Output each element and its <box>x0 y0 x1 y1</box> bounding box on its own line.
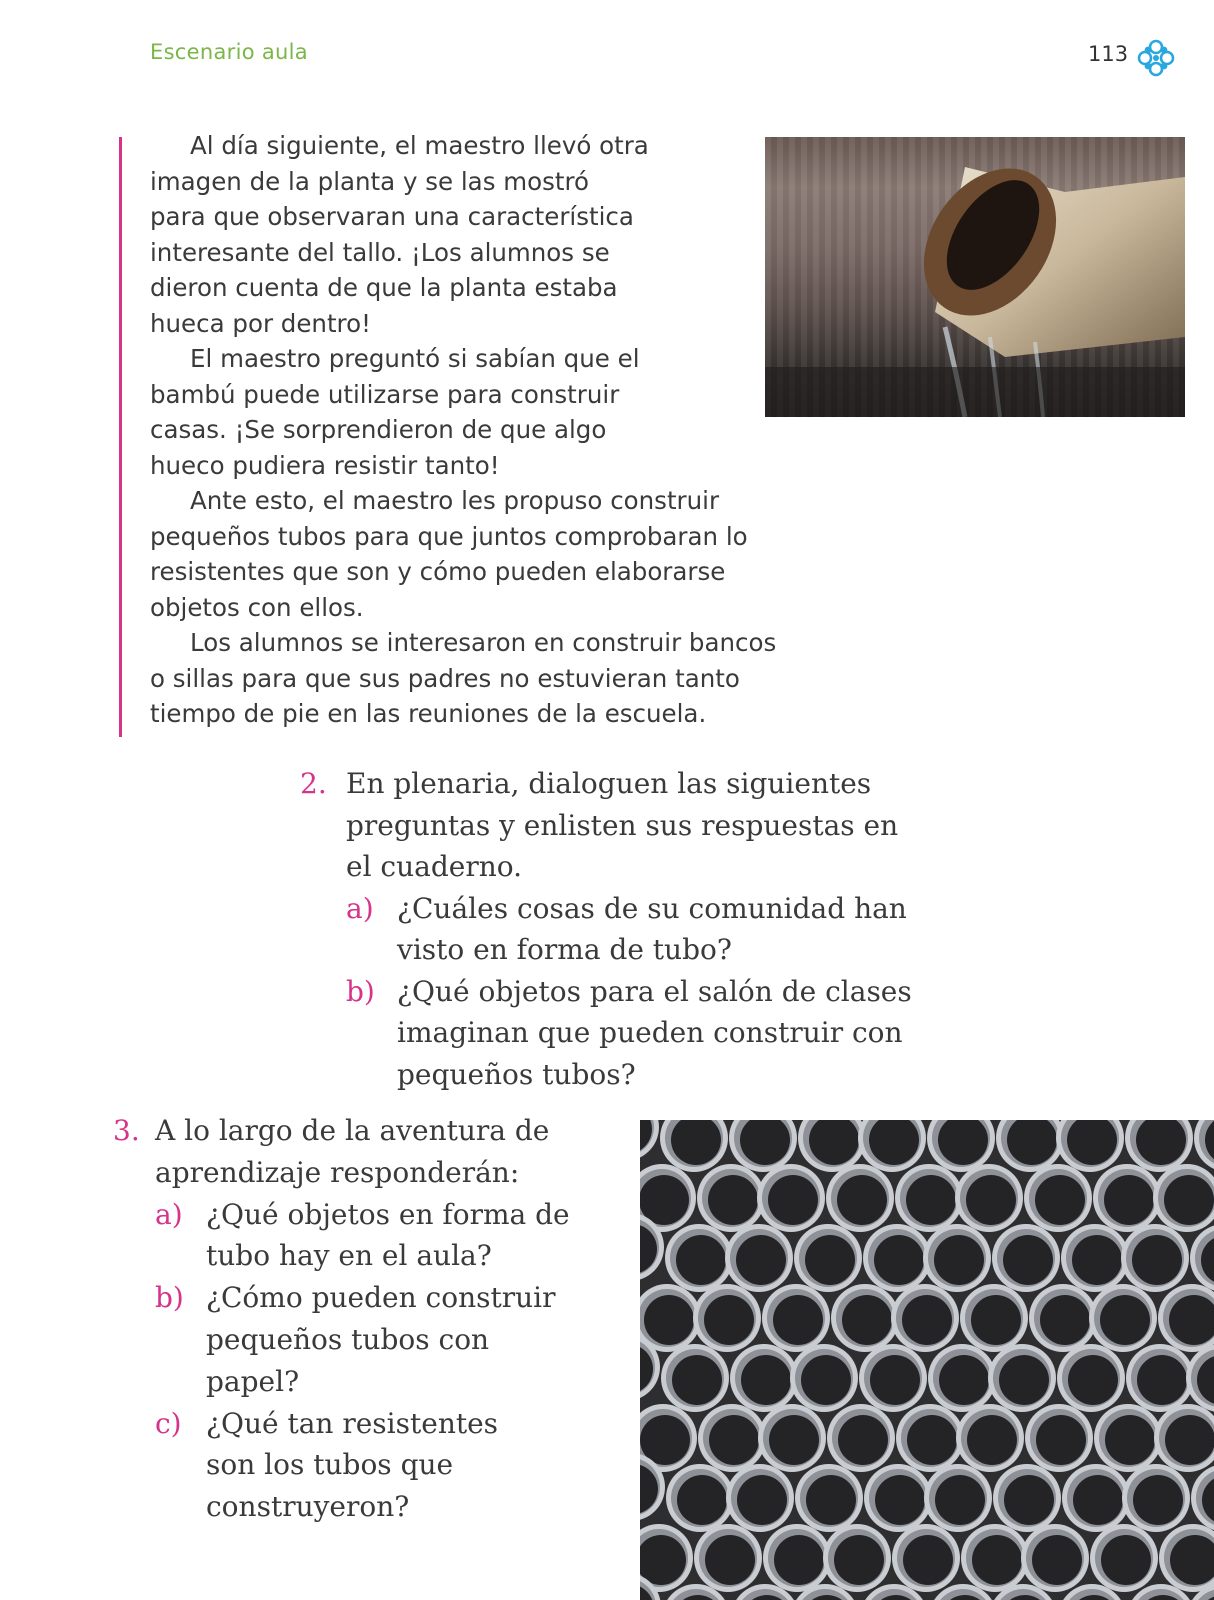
subquestion-letter: a) <box>155 1197 183 1231</box>
subquestion-text <box>397 888 960 971</box>
text-line: preguntas y enlisten sus respuestas en <box>346 808 899 842</box>
narrative-line: Ante esto, el maestro les propuso construir <box>190 486 720 515</box>
narrative-line: tiempo de pie en las reuniones de la escuela. <box>150 699 707 728</box>
question-3 <box>113 1110 633 1528</box>
narrative-line: o sillas para que sus padres no estuvieran tanto <box>150 663 740 693</box>
subquestion-text <box>206 1277 633 1402</box>
narrative-line: para que observaran una característica <box>150 202 634 231</box>
text-line: tubo hay en el aula? <box>206 1239 492 1273</box>
subquestion-letter: b) <box>346 974 375 1008</box>
text-line: A lo largo de la aventura de <box>155 1114 550 1147</box>
narrative-text <box>150 128 870 732</box>
text-line: ¿Qué objetos en forma de <box>206 1197 570 1231</box>
subquestion-item <box>155 1403 633 1528</box>
text-line: visto en forma de tubo? <box>397 933 732 966</box>
subquestion-letter: b) <box>155 1281 184 1315</box>
subquestion-letter: c) <box>155 1406 182 1440</box>
subquestion-text <box>206 1403 633 1528</box>
text-line: ¿Cuáles cosas de su comunidad han <box>397 891 907 925</box>
narrative-line: Al día siguiente, el maestro llevó otra <box>190 131 649 160</box>
text-line: son los tubos que <box>206 1448 454 1482</box>
narrative-rule <box>119 137 122 737</box>
narrative-line: hueca por dentro! <box>150 308 371 338</box>
subquestion-letter: a) <box>346 891 374 925</box>
metal-tubes-stack-photo <box>640 1120 1214 1600</box>
narrative-line: pequeños tubos para que juntos comprobaran lo <box>150 521 748 551</box>
text-line: ¿Cómo pueden construir <box>206 1281 556 1315</box>
text-line: ¿Qué tan resistentes <box>206 1406 499 1440</box>
text-line: imaginan que pueden construir con <box>397 1016 903 1049</box>
narrative-line: El maestro preguntó si sabían que el <box>190 344 640 373</box>
bamboo-spout-photo <box>765 137 1185 417</box>
narrative-line: imagen de la planta y se las mostró <box>150 166 589 196</box>
subquestion-item <box>155 1277 633 1402</box>
text-line: aprendizaje responderán: <box>155 1155 520 1189</box>
question-2-text <box>346 763 960 888</box>
text-line: construyeron? <box>206 1490 410 1524</box>
narrative-line: dieron cuenta de que la planta estaba <box>150 273 618 302</box>
snowflake-flower-icon <box>1136 38 1176 78</box>
text-line: pequeños tubos? <box>397 1057 636 1091</box>
narrative-line: casas. ¡Se sorprendieron de que algo <box>150 415 607 444</box>
subquestion-text <box>397 971 960 1096</box>
subquestion-item <box>346 888 960 971</box>
narrative-line: hueco pudiera resistir tanto! <box>150 450 500 480</box>
subquestion-item <box>155 1194 633 1278</box>
subquestion-text <box>206 1194 633 1278</box>
question-2-number: 2. <box>300 767 327 800</box>
narrative-line: Los alumnos se interesaron en construir bancos <box>190 628 777 657</box>
text-line: el cuaderno. <box>346 850 523 883</box>
section-title: Escenario aula <box>150 40 308 64</box>
question-2 <box>300 763 960 1095</box>
narrative-line: objetos con ellos. <box>150 592 364 622</box>
text-line: En plenaria, dialoguen las siguientes <box>346 767 872 800</box>
subquestion-item <box>346 971 960 1096</box>
narrative-line: interesante del tallo. ¡Los alumnos se <box>150 237 610 267</box>
text-line: papel? <box>206 1364 300 1398</box>
narrative-line: resistentes que son y cómo pueden elaborarse <box>150 557 726 586</box>
text-line: ¿Qué objetos para el salón de clases <box>397 974 912 1008</box>
page-number: 113 <box>1088 42 1129 66</box>
text-line: pequeños tubos con <box>206 1322 490 1356</box>
question-3-text <box>155 1110 633 1194</box>
question-3-number: 3. <box>113 1114 140 1147</box>
narrative-line: bambú puede utilizarse para construir <box>150 379 620 409</box>
